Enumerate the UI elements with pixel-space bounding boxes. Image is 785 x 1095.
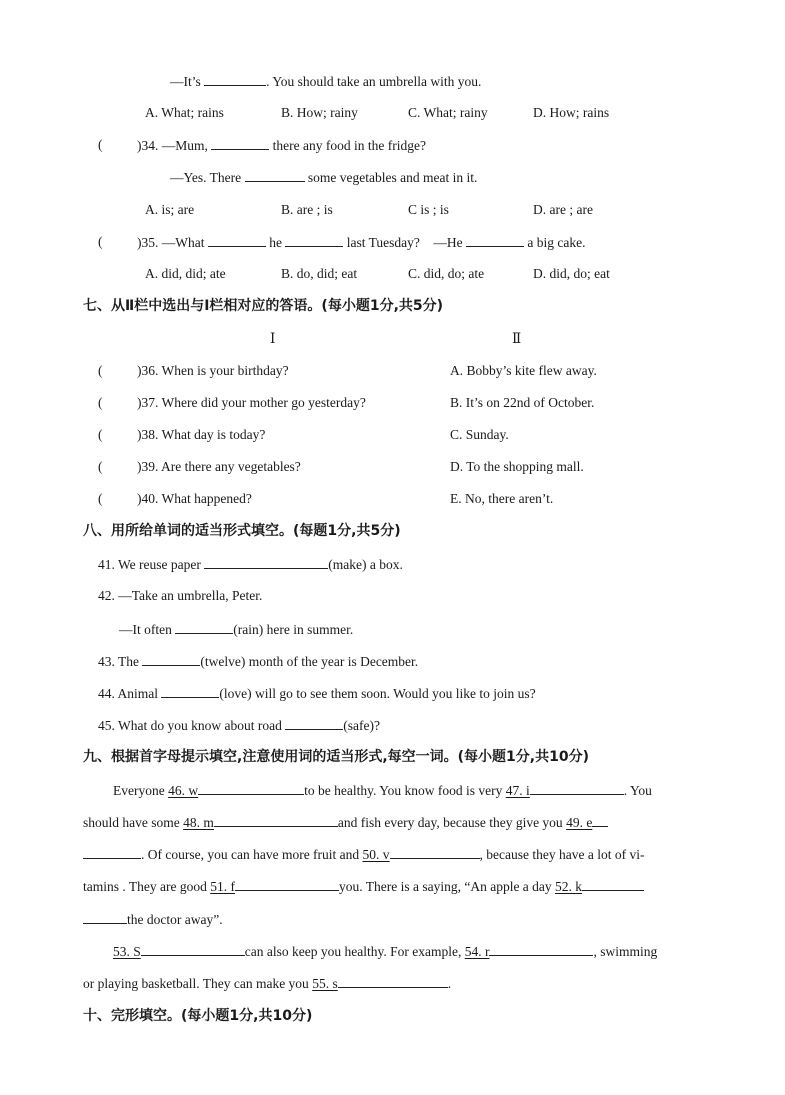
blank[interactable] xyxy=(338,974,448,988)
q43: 43. The (twelve) month of the year is December. xyxy=(98,654,419,669)
blank[interactable] xyxy=(489,942,593,956)
blank[interactable] xyxy=(390,845,480,859)
blank[interactable] xyxy=(198,781,304,795)
section9-heading: 九、根据首字母提示填空,注意使用词的适当形式,每空一词。(每小题1分,共10分) xyxy=(83,749,589,765)
q33-option-c: C. What; rainy xyxy=(408,105,488,120)
passage-line: Everyone 46. w to be healthy. You know food is very 47. i . You xyxy=(113,783,652,798)
blank[interactable] xyxy=(285,233,343,247)
blank[interactable] xyxy=(204,72,266,86)
q38-paren[interactable]: ( xyxy=(98,427,103,442)
q33-answer-line: —It’s . You should take an umbrella with you. xyxy=(170,74,482,89)
blank[interactable] xyxy=(175,620,233,634)
blank[interactable] xyxy=(83,910,127,924)
blank[interactable] xyxy=(161,684,219,698)
q34-option-d: D. are ; are xyxy=(533,202,593,217)
q35-question: )35. —What he last Tuesday? —He a big cake. xyxy=(137,235,586,250)
q39-paren[interactable]: ( xyxy=(98,459,103,474)
q35-option-b: B. do, did; eat xyxy=(281,266,358,281)
blank[interactable] xyxy=(141,942,245,956)
q45: 45. What do you know about road (safe)? xyxy=(98,718,380,733)
blank[interactable] xyxy=(530,781,624,795)
q33-option-a: A. What; rains xyxy=(145,105,224,120)
blank[interactable] xyxy=(208,233,266,247)
section10-heading: 十、完形填空。(每小题1分,共10分) xyxy=(83,1008,313,1024)
match-question: )38. What day is today? xyxy=(137,427,266,442)
q35-option-a: A. did, did; ate xyxy=(145,266,226,281)
blank[interactable] xyxy=(285,716,343,730)
blank[interactable] xyxy=(245,168,305,182)
match-answer: D. To the shopping mall. xyxy=(450,459,584,474)
q35-paren-open[interactable]: ( xyxy=(98,234,103,249)
blank[interactable] xyxy=(214,813,338,827)
blank[interactable] xyxy=(466,233,524,247)
q36-paren[interactable]: ( xyxy=(98,363,103,378)
match-question: )39. Are there any vegetables? xyxy=(137,459,301,474)
blank[interactable] xyxy=(211,136,269,150)
section7-heading: 七、从Ⅱ栏中选出与Ⅰ栏相对应的答语。(每小题1分,共5分) xyxy=(83,298,444,314)
passage-line: or playing basketball. They can make you 55. s . xyxy=(83,976,452,991)
match-answer: A. Bobby’s kite flew away. xyxy=(450,363,597,378)
passage-line: 53. S can also keep you healthy. For example, 54. r , swimming xyxy=(113,944,658,959)
q34-option-b: B. are ; is xyxy=(281,202,333,217)
match-answer: C. Sunday. xyxy=(450,427,509,442)
q33-option-d: D. How; rains xyxy=(533,105,610,120)
match-question: )40. What happened? xyxy=(137,491,252,506)
section8-heading: 八、用所给单词的适当形式填空。(每题1分,共5分) xyxy=(83,523,401,539)
passage-line: should have some 48. m and fish every day, because they give you 49. e xyxy=(83,813,608,832)
q34-question: )34. —Mum, there any food in the fridge? xyxy=(137,138,426,153)
q35-option-c: C. did, do; ate xyxy=(408,266,485,281)
q42-prompt: 42. —Take an umbrella, Peter. xyxy=(98,588,263,603)
q40-paren[interactable]: ( xyxy=(98,491,103,506)
q42-answer: —It often (rain) here in summer. xyxy=(119,622,354,637)
q34-option-a: A. is; are xyxy=(145,202,195,217)
q44: 44. Animal (love) will go to see them soon. Would you like to join us? xyxy=(98,686,536,701)
match-question: )36. When is your birthday? xyxy=(137,363,289,378)
column-1-label: Ⅰ xyxy=(270,331,276,346)
match-answer: E. No, there aren’t. xyxy=(450,491,554,506)
q34-paren-open[interactable]: ( xyxy=(98,137,103,152)
q33-option-b: B. How; rainy xyxy=(281,105,358,120)
blank[interactable] xyxy=(592,813,608,827)
q37-paren[interactable]: ( xyxy=(98,395,103,410)
blank[interactable] xyxy=(582,877,644,891)
blank[interactable] xyxy=(83,845,141,859)
passage-line: tamins . They are good 51. f you. There is a saying, “An apple a day 52. k xyxy=(83,877,644,896)
passage-line: . Of course, you can have more fruit and 50. v , because they have a lot of vi- xyxy=(83,845,644,864)
q34-option-c: C is ; is xyxy=(408,202,449,217)
q41: 41. We reuse paper (make) a box. xyxy=(98,557,403,572)
blank[interactable] xyxy=(204,555,328,569)
q34-answer-line: —Yes. There some vegetables and meat in it. xyxy=(170,170,478,185)
blank[interactable] xyxy=(142,652,200,666)
blank[interactable] xyxy=(235,877,339,891)
match-question: )37. Where did your mother go yesterday? xyxy=(137,395,366,410)
match-answer: B. It’s on 22nd of October. xyxy=(450,395,595,410)
passage-line: the doctor away”. xyxy=(83,910,223,929)
q35-option-d: D. did, do; eat xyxy=(533,266,610,281)
column-2-label: Ⅱ xyxy=(512,331,522,346)
